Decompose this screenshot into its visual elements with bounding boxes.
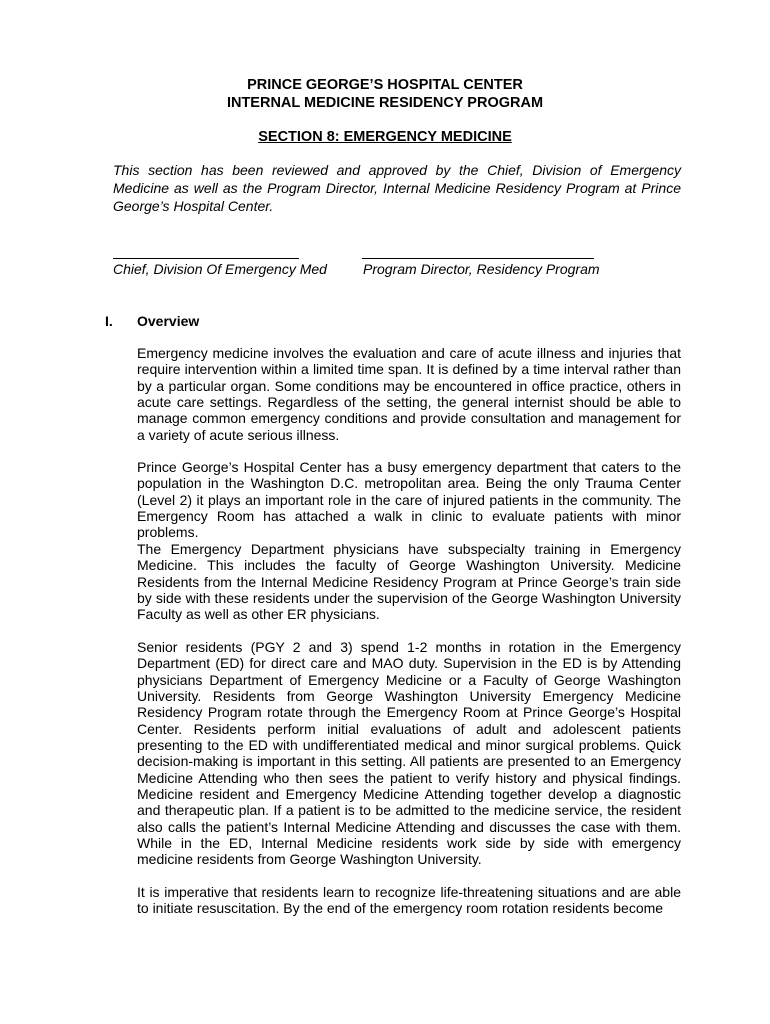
- section-number: I.: [105, 313, 113, 329]
- paragraph: It is imperative that residents learn to recognize life-threatening situations and are able to initiate resuscitation. By the end of the emergency room rotation residents become: [137, 884, 681, 917]
- approval-statement: This section has been reviewed and approved by the Chief, Division of Emergency Medicine as well as the Program Director, Internal Medicine Residency Program at Prince George’s Hospital Center.: [113, 162, 681, 214]
- paragraph: Senior residents (PGY 2 and 3) spend 1-2 months in rotation in the Emergency Department (ED) for direct care and MAO duty. Supervision in the ED is by Attending physicians Department of Emergency Medicine or a Faculty of George Washington University. Residents from George Washington University Emergency Medicine Residency Program rotate through the Emergency Room at Prince George’s Hospital Center. Residents perform initial evaluations of adult and adolescent patients presenting to the ED with undifferentiated medical and minor surgical problems. Quick decision-making is important in this setting. All patients are presented to an Emergency Medicine Attending who then sees the patient to verify history and physical findings. Medicine resident and Emergency Medicine Attending together develop a diagnostic and therapeutic plan. If a patient is to be admitted to the medicine service, the resident also calls the patient’s Internal Medicine Attending and discusses the case with them. While in the ED, Internal Medicine residents work side by side with emergency medicine residents from George Washington University.: [137, 639, 681, 868]
- signature-label-director: Program Director, Residency Program: [363, 261, 600, 277]
- section-heading: Overview: [137, 313, 200, 329]
- program-name: INTERNAL MEDICINE RESIDENCY PROGRAM: [226, 95, 544, 111]
- paragraph: Emergency medicine involves the evaluation and care of acute illness and injuries that require intervention within a limited time span. It is defined by a time interval rather than by a particular organ. Some conditions may be encountered in office practice, others in acute care settings. Regardless of the setting, the general internist should be able to manage common emergency conditions and provide consultation and management for a variety of acute serious illness.: [137, 345, 681, 443]
- section-title: SECTION 8: EMERGENCY MEDICINE: [258, 129, 512, 145]
- signature-line-director: [362, 258, 594, 259]
- signature-label-chief: Chief, Division Of Emergency Med: [113, 261, 327, 277]
- paragraph: Prince George’s Hospital Center has a busy emergency department that caters to the population in the Washington D.C. metropolitan area. Being the only Trauma Center (Level 2) it plays an important role in the care of injured patients in the community. The Emergency Room has attached a walk in clinic to evaluate patients with minor problems.: [137, 459, 681, 541]
- paragraph: The Emergency Department physicians have subspecialty training in Emergency Medicine. This includes the faculty of George Washington University. Medicine Residents from the Internal Medicine Residency Program at Prince George’s train side by side with these residents under the supervision of the George Washington University Faculty as well as other ER physicians.: [137, 541, 681, 623]
- signature-line-chief: [113, 258, 299, 259]
- hospital-name: PRINCE GEORGE’S HOSPITAL CENTER: [247, 77, 523, 93]
